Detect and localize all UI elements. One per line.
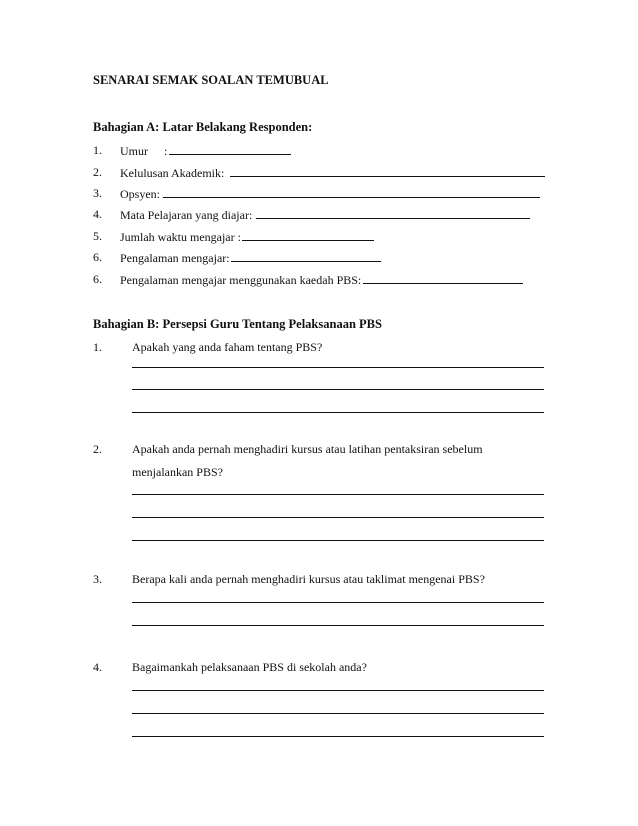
answer-line[interactable] (132, 625, 544, 626)
answer-blank[interactable] (230, 165, 545, 177)
answer-blank[interactable] (363, 272, 523, 284)
question-text: Apakah yang anda faham tentang PBS? (132, 340, 323, 354)
answer-blank[interactable] (169, 143, 291, 155)
answer-blank[interactable] (231, 250, 381, 262)
item-number: 1. (93, 143, 102, 157)
answer-blank[interactable] (256, 207, 530, 219)
answer-line[interactable] (132, 736, 544, 737)
item-number: 3. (93, 186, 102, 200)
item-label: Kelulusan Akademik: (120, 166, 225, 180)
page-title: SENARAI SEMAK SOALAN TEMUBUAL (93, 73, 329, 87)
item-pengalaman (120, 250, 381, 265)
item-number: 6. (93, 272, 102, 286)
item-number: 2. (93, 165, 102, 179)
item-label: Pengalaman mengajar menggunakan kaedah PBS: (120, 273, 362, 287)
section-b-heading: Bahagian B: Persepsi Guru Tentang Pelaksanaan PBS (93, 317, 382, 331)
answer-line[interactable] (132, 713, 544, 714)
question-text: Berapa kali anda pernah menghadiri kursus atau taklimat mengenai PBS? (132, 572, 485, 586)
item-number: 4. (93, 207, 102, 221)
item-umur (120, 143, 291, 158)
answer-line[interactable] (132, 690, 544, 691)
answer-line[interactable] (132, 367, 544, 368)
answer-line[interactable] (132, 412, 544, 413)
item-number: 5. (93, 229, 102, 243)
item-kelulusan (120, 165, 545, 180)
answer-line[interactable] (132, 389, 544, 390)
answer-line[interactable] (132, 494, 544, 495)
item-pengalaman-pbs (120, 272, 523, 287)
item-label: Umur (120, 144, 148, 158)
item-label: Jumlah waktu mengajar : (120, 230, 241, 244)
answer-blank[interactable] (242, 229, 374, 241)
item-label: Mata Pelajaran yang diajar: (120, 208, 253, 222)
item-jumlah-waktu (120, 229, 374, 244)
answer-line[interactable] (132, 540, 544, 541)
answer-blank[interactable] (163, 186, 540, 198)
question-text: Bagaimankah pelaksanaan PBS di sekolah anda? (132, 660, 367, 674)
item-separator: : (164, 144, 168, 158)
item-label: Opsyen: (120, 187, 160, 201)
question-text-continued: menjalankan PBS? (132, 465, 223, 479)
question-text: Apakah anda pernah menghadiri kursus atau latihan pentaksiran sebelum (132, 442, 483, 456)
answer-line[interactable] (132, 517, 544, 518)
section-a-heading: Bahagian A: Latar Belakang Responden: (93, 120, 313, 134)
item-mata-pelajaran (120, 207, 530, 222)
item-number: 6. (93, 250, 102, 264)
question-number: 3. (93, 572, 102, 586)
item-opsyen (120, 186, 540, 201)
item-label: Pengalaman mengajar: (120, 251, 230, 265)
question-number: 4. (93, 660, 102, 674)
question-number: 1. (93, 340, 102, 354)
question-number: 2. (93, 442, 102, 456)
answer-line[interactable] (132, 602, 544, 603)
